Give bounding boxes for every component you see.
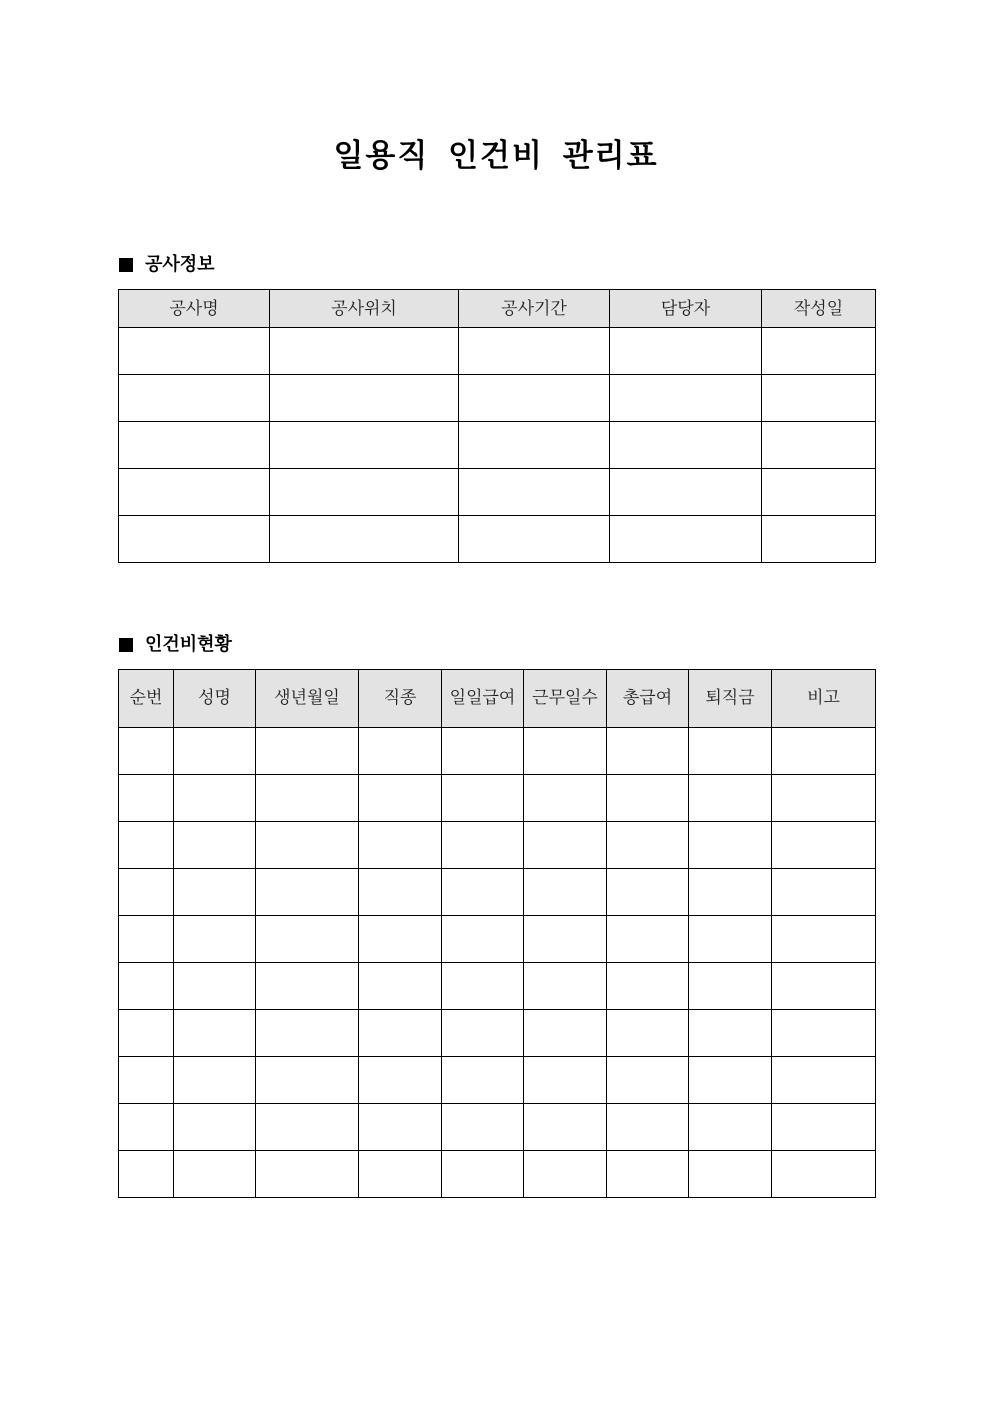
- table-cell[interactable]: [359, 1104, 442, 1151]
- table-cell[interactable]: [119, 963, 174, 1010]
- table-cell[interactable]: [689, 1104, 772, 1151]
- table-row: [119, 1104, 876, 1151]
- table-cell[interactable]: [119, 375, 270, 422]
- table-header-row: [119, 670, 876, 728]
- table-cell[interactable]: [256, 728, 359, 775]
- table-cell[interactable]: [119, 1104, 174, 1151]
- table-cell[interactable]: [524, 822, 607, 869]
- table-cell[interactable]: [772, 916, 876, 963]
- table-header-row: [119, 290, 876, 328]
- table-cell[interactable]: [256, 1010, 359, 1057]
- project-info-heading: [119, 252, 215, 278]
- table-cell[interactable]: [524, 869, 607, 916]
- table-cell[interactable]: [524, 1010, 607, 1057]
- table-cell[interactable]: [524, 728, 607, 775]
- column-header-seq-no: 순번: [119, 670, 174, 728]
- table-cell[interactable]: [256, 1104, 359, 1151]
- table-cell[interactable]: [772, 822, 876, 869]
- table-cell[interactable]: [524, 1151, 607, 1198]
- table-cell[interactable]: [119, 728, 174, 775]
- table-cell[interactable]: [174, 1151, 256, 1198]
- table-cell[interactable]: [459, 375, 610, 422]
- table-cell[interactable]: [524, 916, 607, 963]
- table-cell[interactable]: [772, 1010, 876, 1057]
- table-cell[interactable]: [119, 869, 174, 916]
- table-cell[interactable]: [359, 916, 442, 963]
- table-cell[interactable]: [610, 422, 762, 469]
- table-cell[interactable]: [762, 469, 876, 516]
- column-header-remarks: 비고: [772, 670, 876, 728]
- table-cell[interactable]: [256, 1151, 359, 1198]
- table-cell[interactable]: [119, 328, 270, 375]
- table-cell[interactable]: [119, 916, 174, 963]
- table-cell[interactable]: [256, 775, 359, 822]
- table-cell[interactable]: [119, 822, 174, 869]
- table-cell[interactable]: [689, 822, 772, 869]
- labor-cost-heading: [119, 632, 232, 658]
- table-row: [119, 516, 876, 563]
- table-cell[interactable]: [772, 1057, 876, 1104]
- table-cell[interactable]: [359, 963, 442, 1010]
- table-cell[interactable]: [174, 1104, 256, 1151]
- table-row: [119, 422, 876, 469]
- table-cell[interactable]: [607, 1010, 689, 1057]
- column-header-severance-pay: 퇴직금: [689, 670, 772, 728]
- table-row: [119, 775, 876, 822]
- table-row: [119, 916, 876, 963]
- table-cell[interactable]: [607, 916, 689, 963]
- table-cell[interactable]: [119, 1057, 174, 1104]
- column-header-job-type: 직종: [359, 670, 442, 728]
- table-cell[interactable]: [524, 1057, 607, 1104]
- table-cell[interactable]: [689, 1010, 772, 1057]
- table-cell[interactable]: [359, 869, 442, 916]
- table-row: [119, 1151, 876, 1198]
- labor-cost-heading-label: 인건비현황: [145, 634, 232, 655]
- table-cell[interactable]: [607, 869, 689, 916]
- table-cell[interactable]: [174, 775, 256, 822]
- table-cell[interactable]: [689, 916, 772, 963]
- table-cell[interactable]: [359, 1057, 442, 1104]
- table-cell[interactable]: [270, 516, 459, 563]
- table-row: [119, 1057, 876, 1104]
- table-cell[interactable]: [256, 1057, 359, 1104]
- table-cell[interactable]: [459, 328, 610, 375]
- column-header-total-pay: 총급여: [607, 670, 689, 728]
- table-cell[interactable]: [762, 375, 876, 422]
- table-cell[interactable]: [256, 916, 359, 963]
- table-cell[interactable]: [119, 1151, 174, 1198]
- table-cell[interactable]: [174, 1010, 256, 1057]
- table-row: [119, 728, 876, 775]
- table-cell[interactable]: [689, 1151, 772, 1198]
- labor-cost-table: [118, 669, 876, 1198]
- table-cell[interactable]: [119, 775, 174, 822]
- table-cell[interactable]: [256, 963, 359, 1010]
- column-header-project-period: 공사기간: [459, 290, 610, 328]
- column-header-name: 성명: [174, 670, 256, 728]
- table-row: [119, 869, 876, 916]
- table-cell[interactable]: [256, 822, 359, 869]
- column-header-project-location: 공사위치: [270, 290, 459, 328]
- table-cell[interactable]: [442, 1010, 524, 1057]
- table-cell[interactable]: [174, 916, 256, 963]
- table-cell[interactable]: [772, 775, 876, 822]
- table-cell[interactable]: [270, 375, 459, 422]
- table-cell[interactable]: [524, 775, 607, 822]
- table-cell[interactable]: [772, 1104, 876, 1151]
- table-cell[interactable]: [607, 1151, 689, 1198]
- table-cell[interactable]: [442, 728, 524, 775]
- table-row: [119, 963, 876, 1010]
- table-cell[interactable]: [442, 1104, 524, 1151]
- table-cell[interactable]: [270, 422, 459, 469]
- table-cell[interactable]: [442, 916, 524, 963]
- table-row: [119, 328, 876, 375]
- table-cell[interactable]: [442, 1151, 524, 1198]
- table-cell[interactable]: [270, 328, 459, 375]
- table-cell[interactable]: [442, 869, 524, 916]
- table-cell[interactable]: [119, 1010, 174, 1057]
- table-cell[interactable]: [459, 422, 610, 469]
- table-cell[interactable]: [607, 963, 689, 1010]
- table-cell[interactable]: [359, 1151, 442, 1198]
- project-info-heading-label: 공사정보: [145, 254, 215, 275]
- table-cell[interactable]: [607, 775, 689, 822]
- table-cell[interactable]: [524, 963, 607, 1010]
- table-row: [119, 822, 876, 869]
- table-cell[interactable]: [174, 822, 256, 869]
- table-cell[interactable]: [762, 422, 876, 469]
- table-cell[interactable]: [119, 422, 270, 469]
- table-cell[interactable]: [442, 963, 524, 1010]
- square-bullet-icon: [119, 638, 133, 652]
- table-cell[interactable]: [610, 375, 762, 422]
- column-header-date-written: 작성일: [762, 290, 876, 328]
- square-bullet-icon: [119, 258, 133, 272]
- table-cell[interactable]: [762, 516, 876, 563]
- table-cell[interactable]: [689, 963, 772, 1010]
- table-row: [119, 469, 876, 516]
- table-cell[interactable]: [524, 1104, 607, 1151]
- table-cell[interactable]: [459, 516, 610, 563]
- table-cell[interactable]: [256, 869, 359, 916]
- table-cell[interactable]: [359, 1010, 442, 1057]
- table-cell[interactable]: [174, 869, 256, 916]
- table-cell[interactable]: [442, 775, 524, 822]
- table-cell[interactable]: [607, 822, 689, 869]
- column-header-daily-wage: 일일급여: [442, 670, 524, 728]
- table-cell[interactable]: [119, 469, 270, 516]
- table-cell[interactable]: [119, 516, 270, 563]
- project-info-table: [118, 289, 876, 563]
- table-cell[interactable]: [607, 1104, 689, 1151]
- column-header-manager: 담당자: [610, 290, 762, 328]
- table-cell[interactable]: [689, 728, 772, 775]
- table-cell[interactable]: [610, 328, 762, 375]
- table-cell[interactable]: [762, 328, 876, 375]
- table-cell[interactable]: [607, 728, 689, 775]
- table-cell[interactable]: [174, 1057, 256, 1104]
- table-cell[interactable]: [442, 822, 524, 869]
- table-cell[interactable]: [607, 1057, 689, 1104]
- table-row: [119, 1010, 876, 1057]
- table-cell[interactable]: [772, 728, 876, 775]
- table-cell[interactable]: [772, 869, 876, 916]
- page-title: 일용직 인건비 관리표: [333, 138, 659, 174]
- table-cell[interactable]: [459, 469, 610, 516]
- table-cell[interactable]: [689, 869, 772, 916]
- table-cell[interactable]: [442, 1057, 524, 1104]
- table-cell[interactable]: [359, 775, 442, 822]
- column-header-work-days: 근무일수: [524, 670, 607, 728]
- column-header-project-name: 공사명: [119, 290, 270, 328]
- table-cell[interactable]: [359, 728, 442, 775]
- table-cell[interactable]: [689, 1057, 772, 1104]
- table-cell[interactable]: [610, 516, 762, 563]
- table-cell[interactable]: [772, 1151, 876, 1198]
- table-cell[interactable]: [174, 728, 256, 775]
- column-header-birth-date: 생년월일: [256, 670, 359, 728]
- table-cell[interactable]: [174, 963, 256, 1010]
- table-cell[interactable]: [689, 775, 772, 822]
- table-cell[interactable]: [610, 469, 762, 516]
- table-cell[interactable]: [270, 469, 459, 516]
- table-cell[interactable]: [772, 963, 876, 1010]
- table-row: [119, 375, 876, 422]
- table-cell[interactable]: [359, 822, 442, 869]
